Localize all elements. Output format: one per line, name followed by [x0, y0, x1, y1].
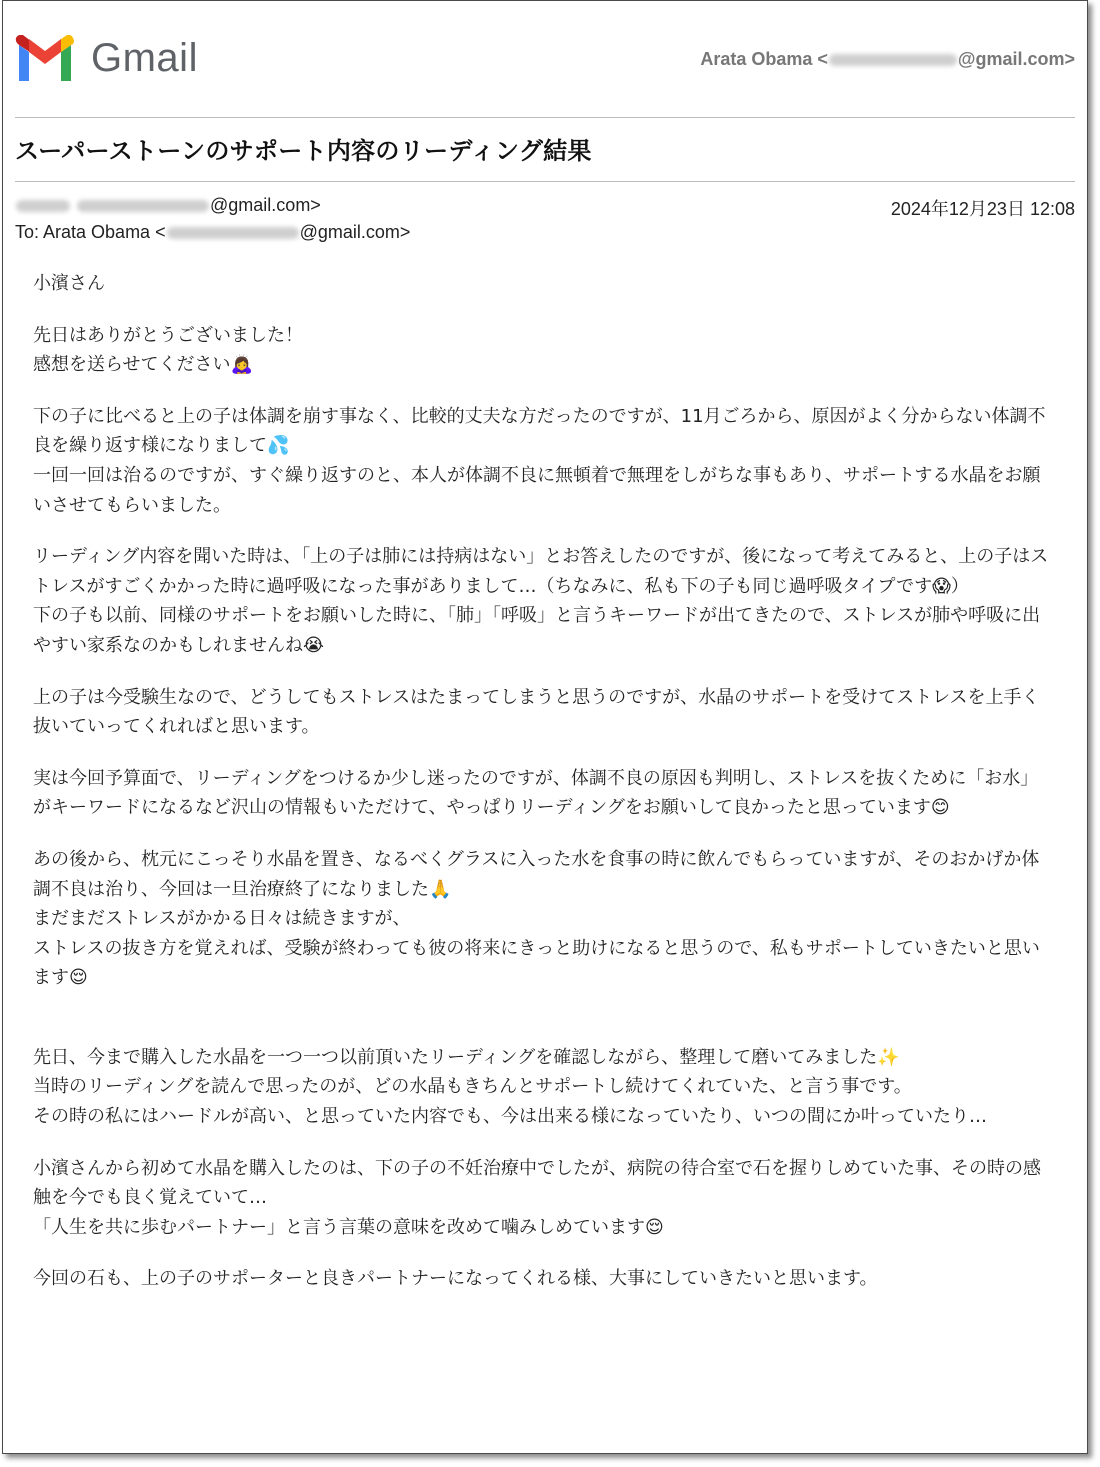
- email-print-view: [2, 0, 1088, 1454]
- body-paragraph: 先日、今まで購入した水晶を一つ一つ以前頂いたリーディングを確認しながら、整理して磨いてみました✨ 当時のリーディングを読んで思ったのが、どの水晶もきちんとサポートし続けてくれていた、と言う事です。 その時の私にはハードルが高い、と思っていた内容でも、今は出来る様になっていたり、いつの間にか叶っていたり…: [33, 1046, 987, 1128]
- body-paragraph: 今回の石も、上の子のサポーターと良きパートナーになってくれる様、大事にしていきたいと思います。: [33, 1268, 878, 1290]
- app-name: Gmail: [91, 35, 198, 80]
- sender-line: [15, 195, 321, 216]
- redacted-recipient-email: [167, 227, 299, 239]
- body-paragraph: 下の子に比べると上の子は体調を崩す事なく、比較的丈夫な方だったのですが、11月ごろから、原因がよく分からない体調不良を繰り返す様になりまして💦 一回一回は治るのですが、すぐ繰り返すのと、本人が体調不良に無頓着で無理をしがちな事もあり、サポートする水晶をお願いさせてもらいました。: [33, 405, 1046, 516]
- body-paragraph: 先日はありがとうございました！ 感想を送らせてください🙇‍♀️: [33, 324, 303, 376]
- email-date: 2024年12月23日 12:08: [890, 199, 1075, 219]
- email-body: [33, 269, 1053, 1316]
- header: [15, 29, 1075, 89]
- divider: [15, 117, 1075, 118]
- body-paragraph: 小濱さん: [33, 273, 105, 294]
- body-paragraph: リーディング内容を聞いた時は、「上の子は肺には持病はない」とお答えしたのですが、後になって考えてみると、上の子はストレスがすごくかかった時に過呼吸になった事がありまして…（ちなみに、私も下の子も同じ過呼吸タイプです😱） 下の子も以前、同様のサポートをお願いした時に、「肺」「呼吸」と言うキーワードが出てきたので、ストレスが肺や呼吸に出やすい家系なのかもしれませんね😭: [33, 546, 1049, 656]
- redacted-sender-email: [77, 200, 209, 212]
- divider: [15, 181, 1075, 182]
- body-paragraph: 上の子は今受験生なので、どうしてもストレスはたまってしまうと思うのですが、水晶のサポートを受けてストレスを上手く抜いていってくれればと思います。: [33, 686, 1040, 738]
- body-paragraph: あの後から、枕元にこっそり水晶を置き、なるべくグラスに入った水を食事の時に飲んでもらっていますが、そのおかげか体調不良は治り、今回は一旦治療終了になりました🙏 まだまだストレスがかかる日々は続きますが、 ストレスの抜き方を覚えれば、受験が終わっても彼の将来にきっと助けになると思うので、私もサポートしていきたいと思います😌: [33, 848, 1040, 989]
- recipient-prefix: To: Arata Obama <: [15, 222, 166, 242]
- recipient-email-suffix: @gmail.com>: [299, 222, 411, 242]
- sender-email-suffix: @gmail.com>: [210, 195, 321, 215]
- blank-line: [33, 1015, 1053, 1043]
- email-subject: スーパーストーンのサポート内容のリーディング結果: [15, 137, 592, 165]
- redacted-sender-name: [16, 200, 70, 212]
- gmail-m-icon: [15, 35, 75, 81]
- body-paragraph: 小濱さんから初めて水晶を購入したのは、下の子の不妊治療中でしたが、病院の待合室で石を握りしめていた事、その時の感触を今でも良く覚えていて… 「人生を共に歩むパートナー」と言う言葉の意味を改めて噛みしめています😌: [33, 1157, 1041, 1238]
- redacted-email: [829, 54, 957, 66]
- recipient-line: [15, 222, 410, 243]
- account-email-suffix: @gmail.com>: [957, 49, 1075, 69]
- account-name: Arata Obama: [700, 49, 813, 69]
- account-address: Arata Obama < @gmail.com>: [700, 49, 1075, 69]
- body-paragraph: 実は今回予算面で、リーディングをつけるか少し迷ったのですが、体調不良の原因も判明し、ストレスを抜くために「お水」がキーワードになるなど沢山の情報もいただけて、やっぱりリーディングをお願いして良かったと思っています😊: [33, 767, 1039, 819]
- gmail-logo: [15, 35, 198, 81]
